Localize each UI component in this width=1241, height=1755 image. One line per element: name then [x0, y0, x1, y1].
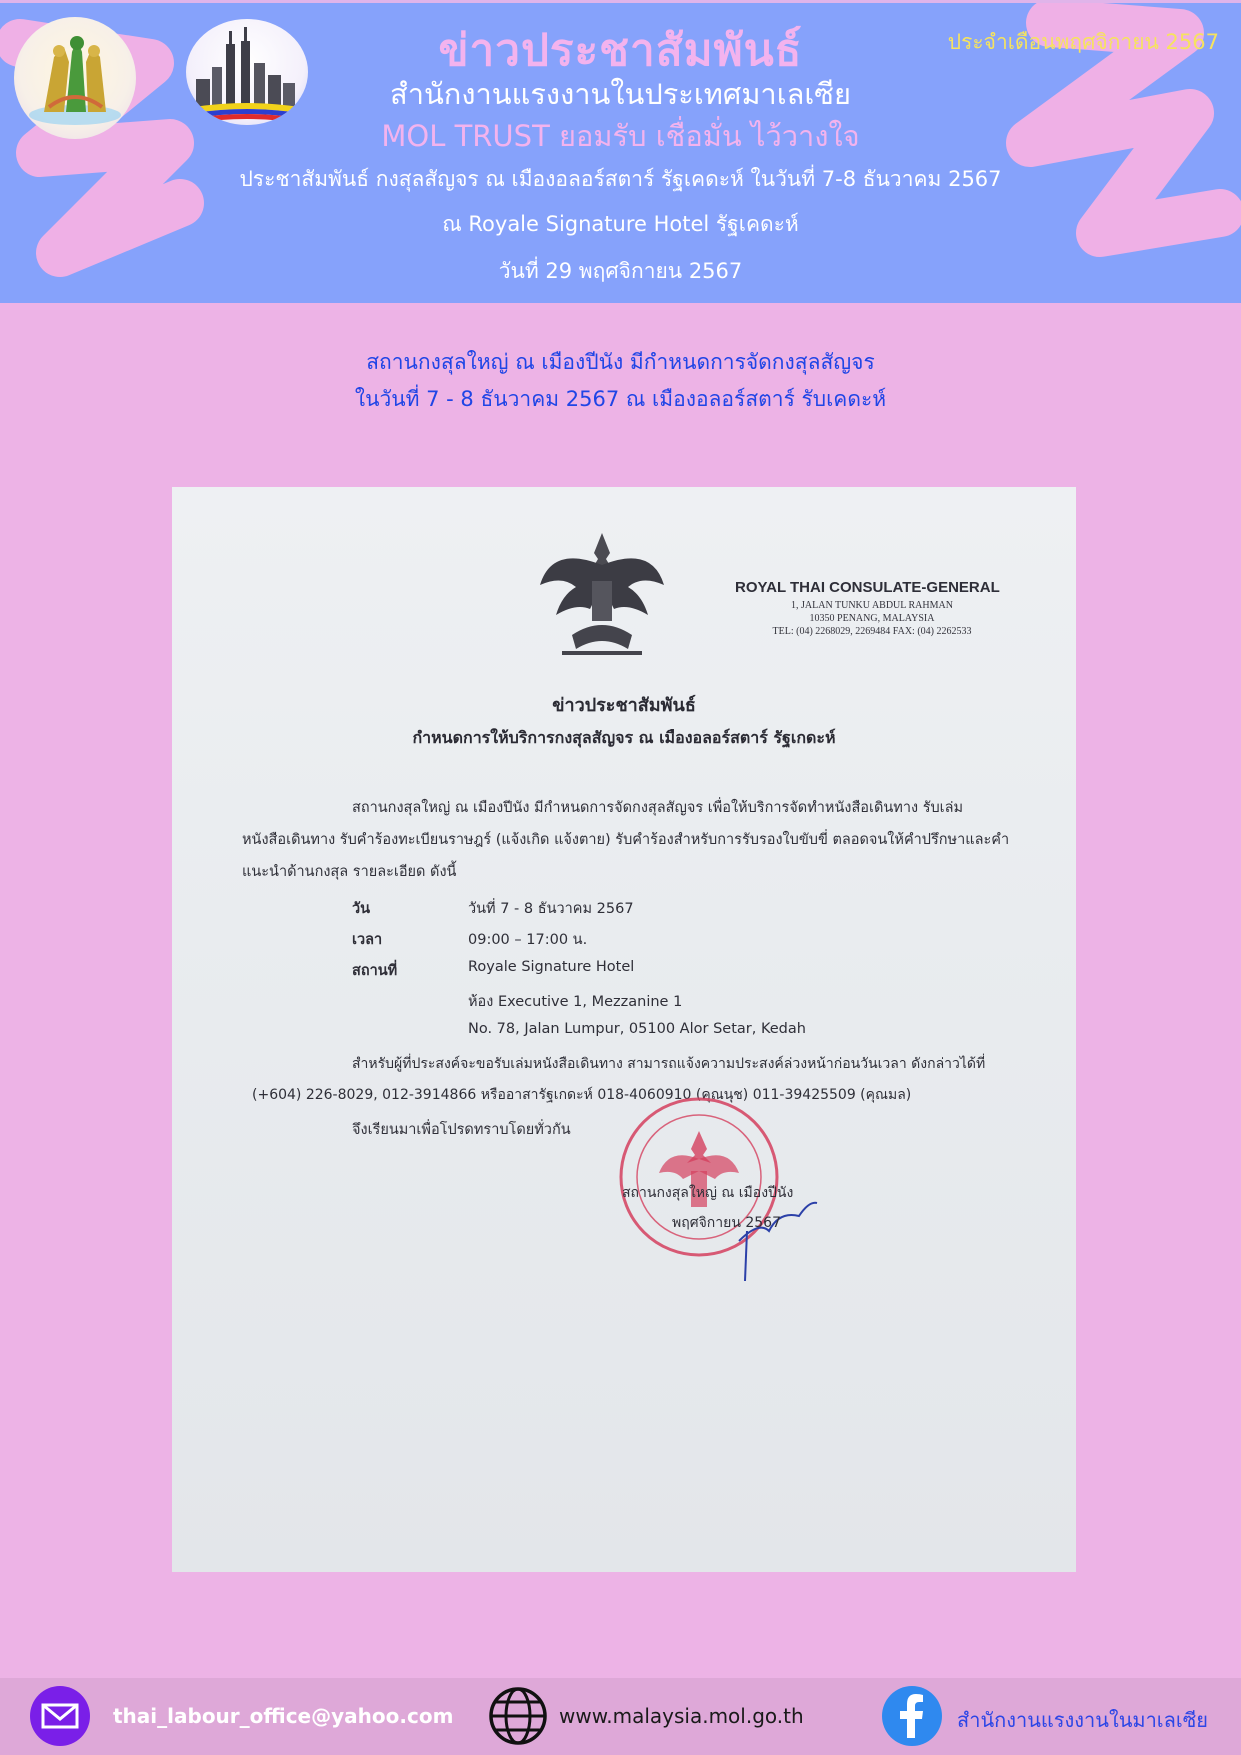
letter-intro-paragraph: สถานกงสุลใหญ่ ณ เมืองปีนัง มีกำหนดการจัดกงสุลสัญจร เพื่อให้บริการจัดทำหนังสือเดินทาง รับเล่มหนังสือเดินทาง รับคำร้องทะเบียนราษฎร์ (แจ้งเกิด แจ้งตาย) รับคำร้องสำหรับการรับรองใบขับขี่ ตลอดจนให้คำปรึกษาและคำแนะนำด้านกงสุล รายละเอียด ดังนี้: [242, 800, 1010, 880]
place-value-room: ห้อง Executive 1, Mezzanine 1: [468, 994, 683, 1010]
consulate-address-line-2: 10350 PENANG, MALAYSIA: [809, 613, 935, 624]
consulate-address-line-1: 1, JALAN TUNKU ABDUL RAHMAN: [791, 600, 953, 611]
footer-contact-bar: [0, 1678, 1241, 1755]
letter-closing: จึงเรียนมาเพื่อโปรดทราบโดยทั่วกัน: [352, 1122, 571, 1138]
globe-icon: [488, 1686, 548, 1746]
time-value: 09:00 – 17:00 น.: [468, 932, 588, 948]
summary-line-1: สถานกงสุลใหญ่ ณ เมืองปีนัง มีกำหนดการจัดกงสุลสัญจร: [366, 350, 875, 374]
header-banner: [0, 0, 1241, 303]
letter-subtitle: กำหนดการให้บริการกงสุลสัญจร ณ เมืองอลอร์สตาร์ รัฐเกดะห์: [412, 728, 836, 747]
signature-date: พฤศจิกายน 2567: [672, 1215, 781, 1231]
place-value-hotel: Royale Signature Hotel: [468, 959, 635, 975]
bulletin-title: ข่าวประชาสัมพันธ์: [438, 25, 803, 76]
day-label: วัน: [352, 901, 371, 917]
email-link[interactable]: thai_labour_office@yahoo.com: [113, 1704, 454, 1728]
letter-title: ข่าวประชาสัมพันธ์: [552, 695, 696, 716]
facebook-page-link[interactable]: สำนักงานแรงงานในมาเลเซีย: [957, 1708, 1209, 1732]
garuda-emblem-icon: [532, 525, 672, 660]
office-name: สำนักงานแรงงานในประเทศมาเลเซีย: [390, 77, 851, 111]
signatory-office: สถานกงสุลใหญ่ ณ เมืองปีนัง: [622, 1185, 794, 1201]
monthly-issue-label: ประจำเดือนพฤศจิกายน 2567: [947, 30, 1219, 54]
mail-icon: [30, 1686, 90, 1746]
place-value-address: No. 78, Jalan Lumpur, 05100 Alor Setar, Kedah: [468, 1021, 806, 1037]
consulate-name: ROYAL THAI CONSULATE-GENERAL: [735, 579, 1000, 596]
facebook-icon: [882, 1686, 942, 1746]
consulate-contact-line: TEL: (04) 2268029, 2269484 FAX: (04) 2262533: [772, 626, 972, 637]
summary-line-2: ในวันที่ 7 - 8 ธันวาคม 2567 ณ เมืองอลอร์สตาร์ รับเคดะห์: [354, 387, 887, 411]
time-label: เวลา: [352, 932, 383, 948]
website-link[interactable]: www.malaysia.mol.go.th: [559, 1704, 804, 1728]
date-line: วันที่ 29 พฤศจิกายน 2567: [498, 259, 743, 283]
slogan: MOL TRUST ยอมรับ เชื่อมั่น ไว้วางใจ: [381, 119, 860, 153]
announcement-letter-image: [172, 487, 1076, 1572]
letter-contact-note: สำหรับผู้ที่ประสงค์จะขอรับเล่มหนังสือเดินทาง สามารถแจ้งความประสงค์ล่วงหน้าก่อนวันเวลา ดังกล่าวได้ที่ (+604) 226-8029, 012-3914866 หรืออาสารัฐเกดะห์ 018-4060910 (คุณนุช) 011-39425509 (คุณมล): [252, 1056, 986, 1103]
place-label: สถานที่: [352, 963, 398, 979]
venue-line: ณ Royale Signature Hotel รัฐเคดะห์: [442, 212, 799, 236]
headline: ประชาสัมพันธ์ กงสุลสัญจร ณ เมืองอลอร์สตาร์ รัฐเคดะห์ ในวันที่ 7-8 ธันวาคม 2567: [239, 167, 1002, 191]
day-value: วันที่ 7 - 8 ธันวาคม 2567: [468, 901, 634, 917]
